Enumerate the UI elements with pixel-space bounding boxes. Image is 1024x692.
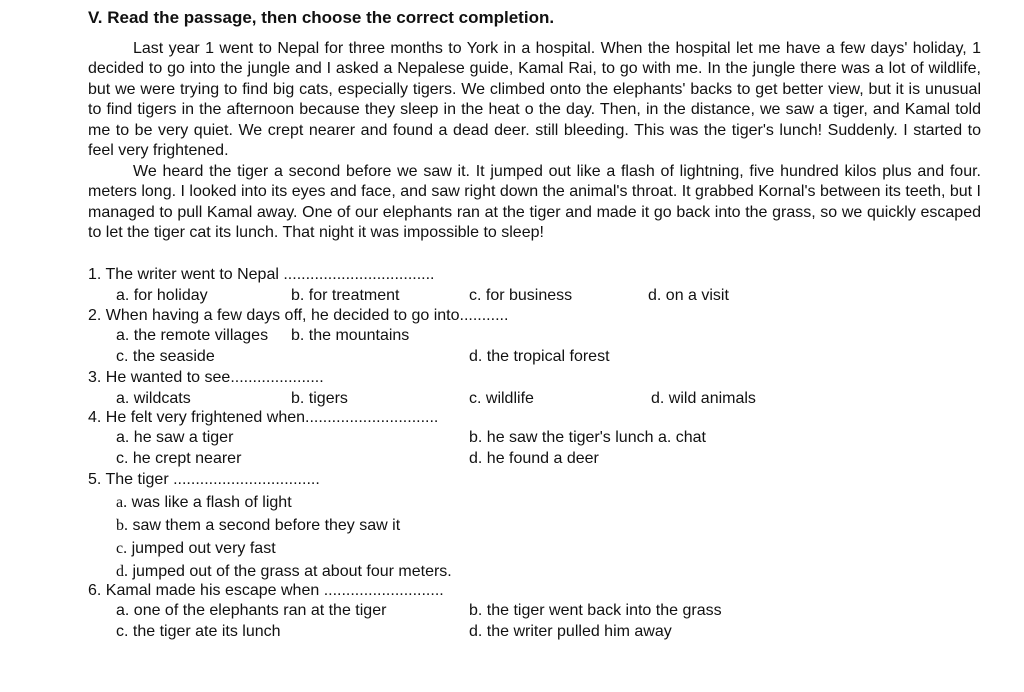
question-6-option-c: c. the tiger ate its lunch [116, 623, 281, 640]
question-4-option-c: c. he crept nearer [116, 450, 242, 467]
question-5-option-b [116, 516, 400, 536]
section-heading: V. Read the passage, then choose the correct completion. [88, 8, 555, 27]
question-5-option-d [116, 562, 452, 582]
passage-paragraph-2: We heard the tiger a second before we saw it. It jumped out like a flash of lightning, five hundred kilos plus and four. meters long. I looked into its eyes and face, and saw right down the animal's throat. It grabbed Kornal's between its teeth, but I managed to pull Kamal away. One of our elephants ran at the tiger and made it go back into the grass, so we quickly escaped to let the tiger cat its lunch. That night it was impossible to sleep! [88, 163, 981, 242]
option-letter: c. [116, 540, 128, 557]
question-4-option-a: a. he saw a tiger [116, 429, 234, 446]
option-text: jumped out very fast [131, 540, 276, 557]
question-6-option-d: d. the writer pulled him away [469, 623, 672, 640]
question-3-option-c: c. wildlife [469, 390, 534, 407]
question-5-option-a [116, 493, 292, 513]
option-letter: b. [116, 517, 128, 534]
question-1-option-a: a. for holiday [116, 287, 208, 304]
option-text: was like a flash of light [131, 494, 292, 511]
question-5-option-c [116, 539, 276, 559]
question-3-stem: 3. He wanted to see..................... [88, 369, 324, 386]
option-text: jumped out of the grass at about four meters. [132, 563, 452, 580]
question-6-option-a: a. one of the elephants ran at the tiger [116, 602, 387, 619]
question-2-option-a: a. the remote villages [116, 327, 269, 344]
option-letter: d. [116, 563, 128, 580]
question-6-option-b: b. the tiger went back into the grass [469, 602, 722, 619]
question-2-option-c: c. the seaside [116, 348, 215, 365]
question-2-option-d: d. the tropical forest [469, 348, 610, 365]
question-3-option-a: a. wildcats [116, 390, 191, 407]
question-2-stem: 2. When having a few days off, he decided to go into........... [88, 307, 509, 324]
question-4-option-b: b. he saw the tiger's lunch a. chat [469, 429, 706, 446]
question-4-option-d: d. he found a deer [469, 450, 599, 467]
question-3-option-b: b. tigers [291, 390, 348, 407]
question-1-option-c: c. for business [469, 287, 573, 304]
question-1-option-d: d. on a visit [648, 287, 729, 304]
question-2-option-b: b. the mountains [291, 327, 410, 344]
question-3-option-d: d. wild animals [651, 390, 756, 407]
question-4-stem: 4. He felt very frightened when.............................. [88, 409, 439, 426]
option-text: saw them a second before they saw it [132, 517, 401, 534]
option-letter: a. [116, 494, 128, 511]
question-1-option-b: b. for treatment [291, 287, 400, 304]
question-1-stem: 1. The writer went to Nepal .................................. [88, 266, 435, 283]
passage-paragraph-1: Last year 1 went to Nepal for three months to York in a hospital. When the hospital let me have a few days' holiday, 1 decided to go into the jungle and I asked a Nepalese guide, Kamal Rai, to go with me. In the jungle there was a lot of wildlife, but we were trying to find big cats, especially tigers. We climbed onto the elephants' backs to get better view, but it is unusual to find tigers in the afternoon because they sleep in the heat o the day. Then, in the distance, we saw a tiger, and Kamal told me to be very quiet. We crept nearer and found a dead deer. still bleeding. This was the tiger's lunch! Suddenly. I started to feel very frightened. [88, 40, 981, 160]
question-5-stem: 5. The tiger ................................. [88, 471, 320, 488]
question-6-stem: 6. Kamal made his escape when ........................... [88, 582, 444, 599]
